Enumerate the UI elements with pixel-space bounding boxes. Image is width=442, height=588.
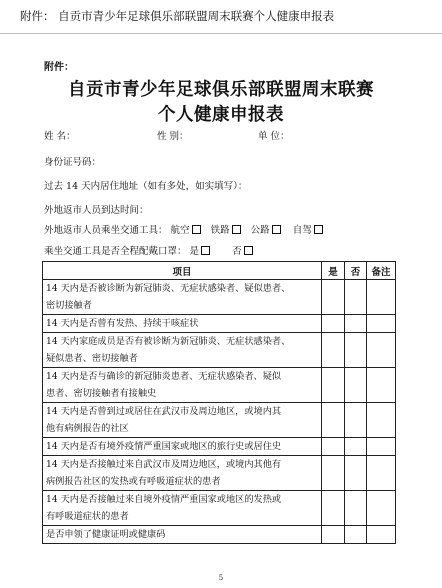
table-row-item xyxy=(43,368,322,403)
page-number: 5 xyxy=(218,574,224,582)
yes-cell[interactable] xyxy=(322,526,345,544)
item-text-line: 患者、密切接触者有接触史 xyxy=(46,388,157,399)
item-text-line: 14 天内是否与确诊的新冠肺炎患者、无症状感染者、疑似 xyxy=(46,371,282,382)
yes-cell[interactable] xyxy=(322,315,345,333)
note-cell[interactable] xyxy=(367,368,396,403)
yes-cell[interactable] xyxy=(322,438,345,456)
table-row xyxy=(43,438,396,456)
transport-label: 外地返市人员乘坐交通工具： xyxy=(44,225,168,236)
table-row-item xyxy=(43,438,322,456)
mask-row xyxy=(44,243,256,257)
item-text-line: 密切接触者 xyxy=(46,300,92,311)
yes-cell[interactable] xyxy=(322,280,345,315)
no-cell[interactable] xyxy=(345,280,367,315)
mask-option-no[interactable]: 否 xyxy=(232,243,256,257)
table-row-item xyxy=(43,403,322,438)
note-cell[interactable] xyxy=(367,456,396,491)
health-declaration-table xyxy=(42,261,396,544)
name-field-label: 姓 名： xyxy=(44,131,76,142)
transport-option-road[interactable]: 公路 xyxy=(251,222,284,236)
note-cell[interactable] xyxy=(367,315,396,333)
mask-label: 乘坐交通工具是否全程配戴口罩： xyxy=(44,246,187,257)
item-text-line: 14 天内是否接触过来自武汉市及周边地区，或境内其他有 xyxy=(46,459,282,470)
unit-field-label: 单 位： xyxy=(258,131,290,142)
transport-option-air[interactable]: 航空 xyxy=(171,222,204,236)
item-text-line: 14 天内是否有境外疫情严重国家或地区的旅行史或居住史 xyxy=(46,441,282,452)
item-text-line: 14 天内是否被诊断为新冠肺炎、无症状感染者、疑似患者、 xyxy=(46,283,291,294)
table-row-item xyxy=(43,333,322,368)
arrival-time-field-label: 外地返市人员到达时间： xyxy=(44,205,149,216)
header-item: 项目 xyxy=(43,262,322,280)
table-row xyxy=(43,491,396,526)
residence-field-label: 过去 14 天内居住地址（如有多处，如实填写）： xyxy=(44,181,248,192)
attachment-label: 附件： xyxy=(44,62,74,73)
no-cell[interactable] xyxy=(345,456,367,491)
yes-cell[interactable] xyxy=(322,368,345,403)
item-text-line: 是否申领了健康证明或健康码 xyxy=(46,529,166,540)
table-row xyxy=(43,456,396,491)
table-row xyxy=(43,333,396,368)
header-divider xyxy=(0,33,442,34)
yes-cell[interactable] xyxy=(322,491,345,526)
checkbox-icon[interactable] xyxy=(244,246,253,255)
note-cell[interactable] xyxy=(367,438,396,456)
table-row xyxy=(43,368,396,403)
item-text-line: 他有病例报告的社区 xyxy=(46,423,129,434)
header-note: 备注 xyxy=(367,262,396,280)
transport-row xyxy=(44,222,326,236)
table-row-item xyxy=(43,315,322,333)
table-row xyxy=(43,403,396,438)
no-cell[interactable] xyxy=(345,403,367,438)
transport-option-rail[interactable]: 铁路 xyxy=(211,222,244,236)
mask-option-yes[interactable]: 是 xyxy=(190,243,214,257)
checkbox-icon[interactable] xyxy=(201,246,210,255)
yes-cell[interactable] xyxy=(322,403,345,438)
item-text-line: 疑似患者、密切接触者 xyxy=(46,353,138,364)
document-title-line2: 个人健康申报表 xyxy=(158,105,284,125)
table-row xyxy=(43,526,396,544)
page-header: 附件： 自贡市青少年足球俱乐部联盟周末联赛个人健康申报表 xyxy=(20,9,335,23)
yes-cell[interactable] xyxy=(322,333,345,368)
document-title-line1: 自贡市青少年足球俱乐部联盟周末联赛 xyxy=(68,80,374,100)
table-header-row xyxy=(43,262,396,280)
no-cell[interactable] xyxy=(345,315,367,333)
note-cell[interactable] xyxy=(367,403,396,438)
checkbox-icon[interactable] xyxy=(314,225,323,234)
no-cell[interactable] xyxy=(345,526,367,544)
note-cell[interactable] xyxy=(367,491,396,526)
table-row-item xyxy=(43,456,322,491)
item-text-line: 病例报告社区的发热或有呼吸道症状的患者 xyxy=(46,476,221,487)
note-cell[interactable] xyxy=(367,526,396,544)
note-cell[interactable] xyxy=(367,333,396,368)
table-row xyxy=(43,315,396,333)
item-text-line: 14 天内是否接触过来自境外疫情严重国家或地区的发热或 xyxy=(46,494,282,505)
no-cell[interactable] xyxy=(345,438,367,456)
item-text-line: 14 天内家庭成员是否有被诊断为新冠肺炎、无症状感染者、 xyxy=(46,336,291,347)
note-cell[interactable] xyxy=(367,280,396,315)
item-text-line: 有呼吸道症状的患者 xyxy=(46,511,129,522)
table-row-item xyxy=(43,526,322,544)
table-row xyxy=(43,280,396,315)
yes-cell[interactable] xyxy=(322,456,345,491)
gender-field-label: 性 别： xyxy=(157,131,189,142)
transport-option-self-drive[interactable]: 自驾 xyxy=(293,222,326,236)
checkbox-icon[interactable] xyxy=(232,225,241,234)
header-no: 否 xyxy=(345,262,367,280)
checkbox-icon[interactable] xyxy=(272,225,281,234)
item-text-line: 14 天内是否曾有发热、持续干咳症状 xyxy=(46,318,199,329)
id-number-field-label: 身份证号码： xyxy=(44,157,102,168)
no-cell[interactable] xyxy=(345,491,367,526)
table-row-item xyxy=(43,280,322,315)
no-cell[interactable] xyxy=(345,333,367,368)
no-cell[interactable] xyxy=(345,368,367,403)
header-yes: 是 xyxy=(322,262,345,280)
item-text-line: 14 天内是否曾到过或居住在武汉市及周边地区，或境内其 xyxy=(46,406,282,417)
table-row-item xyxy=(43,491,322,526)
checkbox-icon[interactable] xyxy=(192,225,201,234)
